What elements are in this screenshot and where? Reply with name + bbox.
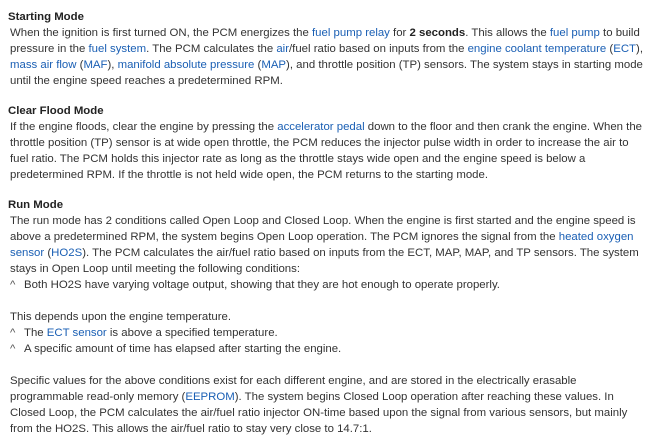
link-ect[interactable]: ECT: [613, 43, 637, 55]
list-item: ^ A specific amount of time has elapsed after starting the engine.: [10, 341, 644, 357]
link-accelerator-pedal[interactable]: accelerator pedal: [277, 121, 365, 133]
conditions-list-1: [8, 277, 644, 293]
link-map[interactable]: MAP: [261, 59, 287, 71]
link-maf[interactable]: MAF: [83, 59, 108, 71]
link-ho2s[interactable]: HO2S: [51, 247, 83, 259]
starting-mode-paragraph: When the ignition is first turned ON, the PCM energizes the fuel pump relay for 2 seconds. This allows the fuel pump to build pressure in the fuel system. The PCM calculates the air/fuel ratio based on inputs from the engine coolant temperature (ECT), mass air flow (MAF), manifold absolute pressure (MAP), and throttle position (TP) sensors. The system stays in starting mode until the engine speed reaches a predetermined RPM.: [10, 27, 643, 87]
link-fuel-system[interactable]: fuel system: [88, 43, 147, 55]
link-air[interactable]: air: [276, 43, 290, 55]
closed-loop-paragraph: Specific values for the above conditions exist for each different engine, and are stored in the electrically erasable programmable read-only memory (EEPROM). The system begins Closed Loop operation after reaching these values. In Closed Loop, the PCM calculates the air/fuel ratio injector ON-time based upon the signal from various sensors, but mainly from the HO2S. This allows the air/fuel ratio to stay very close to 14.7:1.: [10, 375, 628, 435]
clear-flood-paragraph: If the engine floods, clear the engine by pressing the accelerator pedal down to the floor and then crank the engine. When the throttle position (TP) sensor is at wide open throttle, the PCM reduces the injector pulse width in order to increase the air to fuel ratio. The PCM holds this injector rate as long as the throttle stays wide open and the engine speed is below a predetermined RPM. If the throttle is not held wide open, the PCM returns to the starting mode.: [10, 121, 642, 181]
run-mode-paragraph: The run mode has 2 conditions called Open Loop and Closed Loop. When the engine is first started and the engine speed is above a predetermined RPM, the system begins Open Loop operation. The PCM ignores the signal from the heated oxygen sensor (HO2S). The PCM calculates the air/fuel ratio based on inputs from the ECT, MAP, MAP, and TP sensors. The system stays in Open Loop until meeting the following conditions:: [10, 215, 639, 275]
link-eeprom[interactable]: EEPROM: [185, 391, 235, 403]
section-heading-starting-mode: Starting Mode: [8, 11, 84, 23]
link-fuel-pump[interactable]: fuel pump: [549, 27, 600, 39]
link-engine-coolant-temperature[interactable]: engine coolant temperature: [467, 43, 607, 55]
link-heated-oxygen-sensor[interactable]: heated oxygen sensor: [10, 231, 634, 259]
list-item: ^ The ECT sensor is above a specified temperature.: [10, 325, 644, 341]
link-ect-sensor[interactable]: ECT sensor: [46, 327, 107, 339]
link-fuel-pump-relay[interactable]: fuel pump relay: [312, 27, 390, 39]
link-mass-air-flow[interactable]: mass air flow: [10, 59, 77, 71]
conditions-list-2: [8, 325, 644, 357]
depends-paragraph: This depends upon the engine temperature.: [10, 311, 232, 323]
section-heading-run-mode: Run Mode: [8, 199, 64, 211]
bold-duration: 2 seconds: [409, 27, 466, 39]
list-item: ^ Both HO2S have varying voltage output, showing that they are hot enough to operate properly.: [10, 277, 644, 293]
link-manifold-absolute-pressure[interactable]: manifold absolute pressure: [117, 59, 255, 71]
section-heading-clear-flood-mode: Clear Flood Mode: [8, 105, 104, 117]
